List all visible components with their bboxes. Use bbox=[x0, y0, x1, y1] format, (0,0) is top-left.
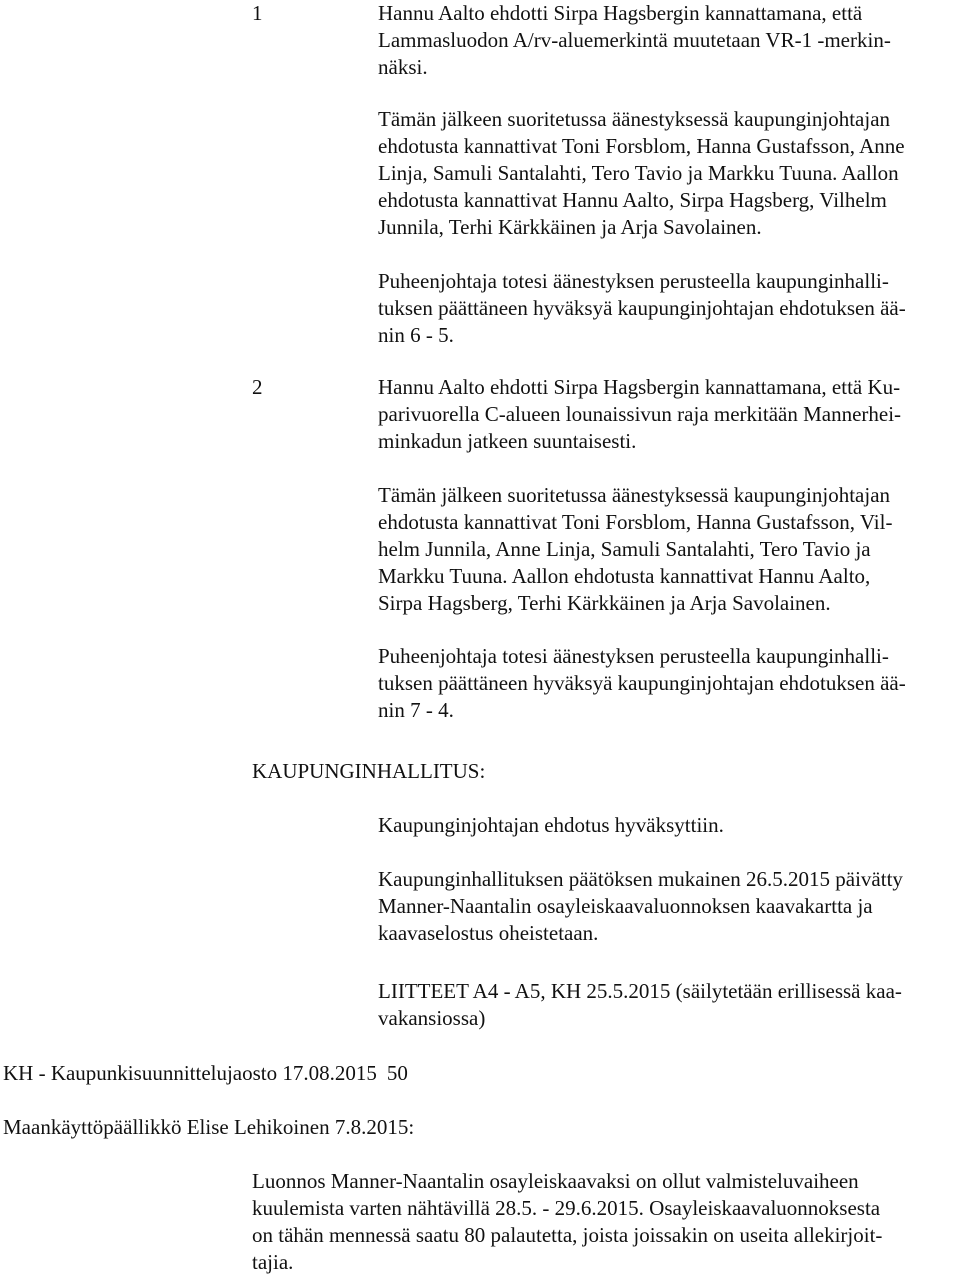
map-note-line: Manner-Naantalin osayleiskaavaluonnoksen kaavakartta ja bbox=[378, 894, 873, 918]
draft-line: kuulemista varten nähtävillä 28.5. - 29.6.2015. Osayleiskaavaluonnoksesta bbox=[252, 1196, 881, 1220]
item2-result-line: nin 7 - 4. bbox=[378, 698, 454, 722]
draft-line: on tähän mennessä saatu 80 palautetta, joista joissakin on useita allekirjoit- bbox=[252, 1223, 883, 1247]
item2-proposal-line: parivuorella C-alueen lounaissivun raja merkitään Mannerhei- bbox=[378, 402, 902, 426]
committee-label: KH - Kaupunkisuunnittelujaosto 17.08.2015 bbox=[3, 1061, 377, 1085]
board-heading: KAUPUNGINHALLITUS: bbox=[252, 759, 486, 783]
item-number: 1 bbox=[252, 1, 263, 25]
item2-vote-line: Markku Tuuna. Aallon ehdotusta kannattivat Hannu Aalto, bbox=[378, 564, 871, 588]
item2-vote-line: Tämän jälkeen suoritetussa äänestyksessä kaupunginjohtajan bbox=[378, 483, 891, 507]
official-heading: Maankäyttöpäällikkö Elise Lehikoinen 7.8.2015: bbox=[3, 1115, 415, 1139]
item1-vote-line: ehdotusta kannattivat Toni Forsblom, Hanna Gustafsson, Anne bbox=[378, 134, 905, 158]
attachments-line: vakansiossa) bbox=[378, 1006, 486, 1030]
board-decision: Kaupunginjohtajan ehdotus hyväksyttiin. bbox=[378, 813, 724, 837]
item2-proposal-line: Hannu Aalto ehdotti Sirpa Hagsbergin kannattamana, että Ku- bbox=[378, 375, 901, 399]
draft-line: tajia. bbox=[252, 1250, 294, 1274]
item2-vote-line: helm Junnila, Anne Linja, Samuli Santalahti, Tero Tavio ja bbox=[378, 537, 871, 561]
item1-result-line: Puheenjohtaja totesi äänestyksen perusteella kaupunginhalli- bbox=[378, 269, 889, 293]
item1-vote-line: Linja, Samuli Santalahti, Tero Tavio ja Markku Tuuna. Aallon bbox=[378, 161, 899, 185]
item2-vote-line: ehdotusta kannattivat Toni Forsblom, Hanna Gustafsson, Vil- bbox=[378, 510, 893, 534]
map-note-line: kaavaselostus oheistetaan. bbox=[378, 921, 599, 945]
draft-line: Luonnos Manner-Naantalin osayleiskaavaksi on ollut valmisteluvaiheen bbox=[252, 1169, 859, 1193]
item2-result-line: tuksen päättäneen hyväksyä kaupunginjohtajan ehdotuksen ää- bbox=[378, 671, 906, 695]
item1-vote-line: ehdotusta kannattivat Hannu Aalto, Sirpa Hagsberg, Vilhelm bbox=[378, 188, 887, 212]
item1-proposal-line: Hannu Aalto ehdotti Sirpa Hagsbergin kannattamana, että bbox=[378, 1, 863, 25]
item2-vote-line: Sirpa Hagsberg, Terhi Kärkkäinen ja Arja Savolainen. bbox=[378, 591, 831, 615]
item2-proposal-line: minkadun jatkeen suuntaisesti. bbox=[378, 429, 637, 453]
item1-result-line: tuksen päättäneen hyväksyä kaupunginjohtajan ehdotuksen ää- bbox=[378, 296, 906, 320]
item1-proposal-line: näksi. bbox=[378, 55, 428, 79]
map-note-line: Kaupunginhallituksen päätöksen mukainen 26.5.2015 päivätty bbox=[378, 867, 903, 891]
item1-vote-line: Junnila, Terhi Kärkkäinen ja Arja Savolainen. bbox=[378, 215, 762, 239]
attachments-line: LIITTEET A4 - A5, KH 25.5.2015 (säilytetään erillisessä kaa- bbox=[378, 979, 902, 1003]
item-number: 2 bbox=[252, 375, 263, 399]
committee-heading bbox=[3, 1060, 408, 1087]
item1-result-line: nin 6 - 5. bbox=[378, 323, 454, 347]
item2-result-line: Puheenjohtaja totesi äänestyksen perusteella kaupunginhalli- bbox=[378, 644, 889, 668]
section-number: 50 bbox=[386, 1061, 408, 1085]
item1-proposal-line: Lammasluodon A/rv-aluemerkintä muutetaan VR-1 -merkin- bbox=[378, 28, 891, 52]
item1-vote-line: Tämän jälkeen suoritetussa äänestyksessä kaupunginjohtajan bbox=[378, 107, 891, 131]
